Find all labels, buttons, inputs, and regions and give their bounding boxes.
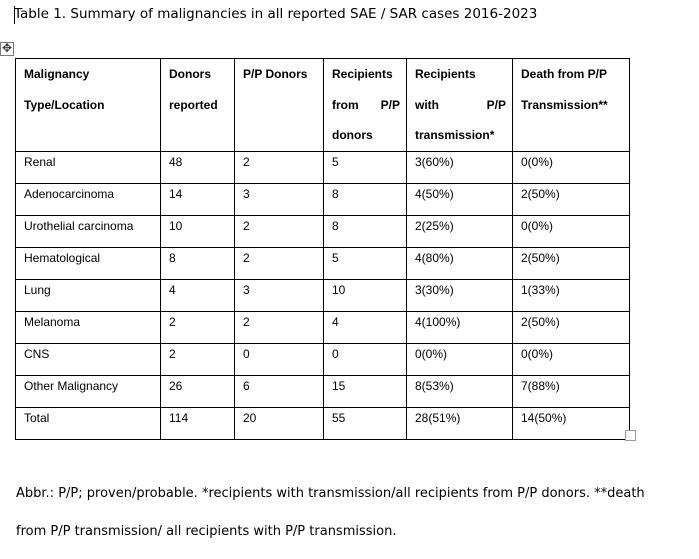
footnote-line-2: from P/P transmission/ all recipients with P/P transmission. [16,524,397,539]
table-row [16,152,630,184]
table-row [16,376,630,408]
cell-type: Renal [16,152,161,184]
table-header-row [16,59,630,152]
cell-death: 0(0%) [513,152,630,184]
cell-recipients-from: 5 [324,248,407,280]
cell-donors: 48 [161,152,235,184]
cell-pp-donors: 3 [235,184,324,216]
cell-donors: 114 [161,408,235,440]
table-caption: Table 1. Summary of malignancies in all reported SAE / SAR cases 2016-2023 [14,6,538,22]
cell-type: Lung [16,280,161,312]
table-row [16,184,630,216]
table-row [16,280,630,312]
cell-type: Adenocarcinoma [16,184,161,216]
table-row [16,216,630,248]
cell-death: 1(33%) [513,280,630,312]
cell-recipients-from: 8 [324,216,407,248]
cell-recipients-from: 5 [324,152,407,184]
cell-pp-donors: 6 [235,376,324,408]
cell-pp-donors: 2 [235,312,324,344]
cell-type: Other Malignancy [16,376,161,408]
header-death-from-transmission: Death from P/P Transmission** [513,59,630,152]
cell-type: Total [16,408,161,440]
cell-recipients-with: 4(80%) [407,248,513,280]
cell-donors: 4 [161,280,235,312]
cell-death: 2(50%) [513,184,630,216]
cell-death: 2(50%) [513,312,630,344]
cell-donors: 10 [161,216,235,248]
cell-type: Melanoma [16,312,161,344]
table-row [16,312,630,344]
table-move-handle-icon[interactable]: ✥ [1,41,13,55]
cell-recipients-with: 3(30%) [407,280,513,312]
cell-pp-donors: 2 [235,152,324,184]
cell-death: 7(88%) [513,376,630,408]
header-recipients-from-pp: Recipients from P/P donors [324,59,407,152]
cell-recipients-from: 8 [324,184,407,216]
cell-donors: 8 [161,248,235,280]
cell-recipients-with: 3(60%) [407,152,513,184]
cell-recipients-from: 10 [324,280,407,312]
cell-death: 2(50%) [513,248,630,280]
cell-type: CNS [16,344,161,376]
footnote-line-1: Abbr.: P/P; proven/probable. *recipients with transmission/all recipients from P/P donors. **death [16,486,645,501]
cell-death: 0(0%) [513,344,630,376]
cell-recipients-with: 4(50%) [407,184,513,216]
cell-death: 0(0%) [513,216,630,248]
header-donors-reported: Donors reported [161,59,235,152]
cell-recipients-with: 28(51%) [407,408,513,440]
cell-recipients-from: 0 [324,344,407,376]
cell-recipients-with: 4(100%) [407,312,513,344]
cell-type: Hematological [16,248,161,280]
cell-pp-donors: 20 [235,408,324,440]
cell-pp-donors: 2 [235,248,324,280]
cell-death: 14(50%) [513,408,630,440]
table-row-total [16,408,630,440]
header-recipients-with-transmission: Recipients with P/P transmission* [407,59,513,152]
cell-recipients-from: 55 [324,408,407,440]
cell-pp-donors: 3 [235,280,324,312]
cell-type: Urothelial carcinoma [16,216,161,248]
cell-donors: 14 [161,184,235,216]
cell-pp-donors: 0 [235,344,324,376]
cell-recipients-with: 8(53%) [407,376,513,408]
malignancy-table [15,58,630,440]
cell-pp-donors: 2 [235,216,324,248]
cell-recipients-from: 4 [324,312,407,344]
cell-recipients-from: 15 [324,376,407,408]
cell-recipients-with: 0(0%) [407,344,513,376]
table-row [16,248,630,280]
table-row [16,344,630,376]
cell-donors: 2 [161,312,235,344]
header-pp-donors: P/P Donors [235,59,324,152]
cell-donors: 2 [161,344,235,376]
table-resize-handle-icon[interactable] [625,430,636,441]
header-malignancy-type: Malignancy Type/Location [16,59,161,152]
cell-recipients-with: 2(25%) [407,216,513,248]
cell-donors: 26 [161,376,235,408]
